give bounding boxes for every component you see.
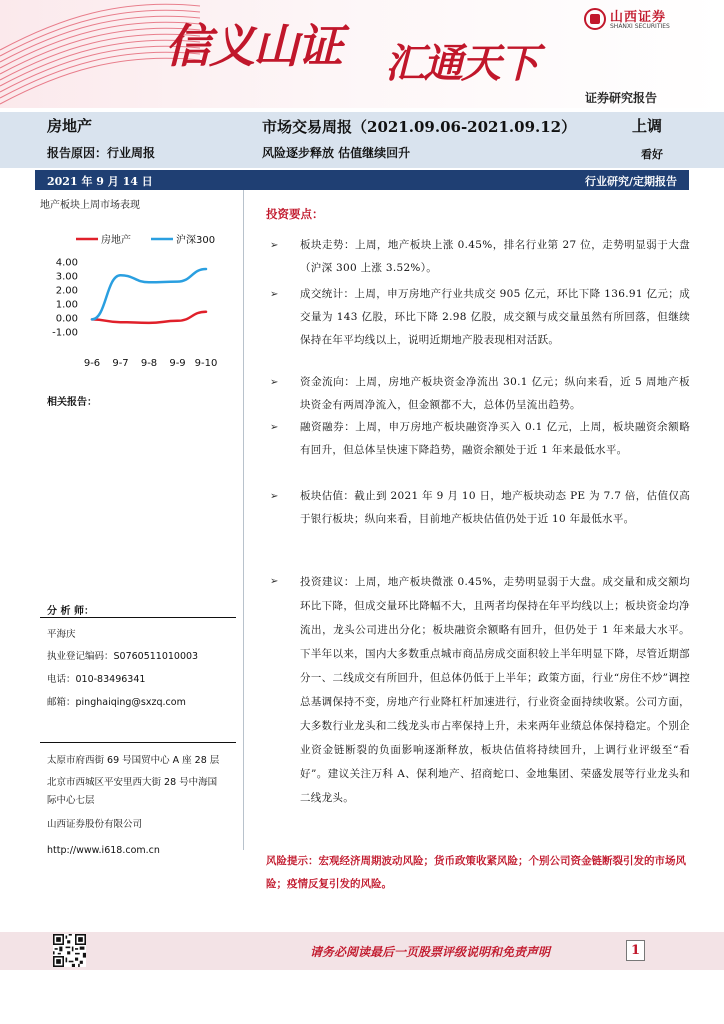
bullet-fund-flow	[270, 371, 690, 417]
y-tick-label: 2.00	[55, 285, 78, 297]
slogan-primary: 信义山证	[165, 19, 341, 73]
related-reports-label: 相关报告：	[47, 397, 97, 408]
y-tick-label: -1.00	[52, 327, 78, 339]
report-type: 行业研究/定期报告	[584, 175, 677, 188]
bullet-trend	[270, 234, 690, 280]
logo-text-cn: 山西证券	[610, 10, 667, 25]
report-date: 2021 年 9 月 14 日	[47, 175, 153, 188]
investment-heading: 投资要点：	[266, 207, 324, 221]
slogan-secondary: 汇通天下	[385, 40, 537, 87]
risk-label: 风险提示：	[266, 855, 319, 867]
bullet-arrow-icon: ➢	[270, 491, 279, 502]
series-line	[92, 269, 206, 319]
address-line: 太原市府西街 69 号国贸中心 A 座 28 层	[47, 755, 220, 766]
bullet-text: 融资融券：上周，申万房地产板块融资净买入 0.1 亿元，上周，板块融资余额略有回升，但总体呈快速下降趋势，融资余额处于近 1 年来最低水平。	[300, 421, 690, 456]
bullet-arrow-icon: ➢	[270, 422, 279, 433]
analyst-email[interactable]: 邮箱：pinghaiqing@sxzq.com	[47, 697, 186, 708]
bullet-arrow-icon: ➢	[270, 377, 279, 388]
company-website-link[interactable]: http://www.i618.com.cn	[47, 845, 160, 856]
page-number: 1	[626, 940, 645, 961]
date-band	[35, 170, 689, 190]
company-logo	[584, 6, 714, 36]
column-divider	[243, 190, 244, 850]
bullet-text: 成交统计：上周，申万房地产行业共成交 905 亿元，环比下降 136.91 亿元；成交量为 143 亿股，环比下降 2.98 亿股，成交额与成交量虽然有所回落，但继续保持在年平均线以上，说明近期地产股表现相对活跃。	[300, 288, 690, 346]
x-tick-label: 9-8	[140, 358, 158, 369]
analyst-license: 执业登记编码：S0760511010003	[47, 651, 199, 662]
analyst-phone: 电话：010-83496341	[47, 674, 146, 685]
legend-label: 房地产	[101, 235, 131, 246]
bullet-volume	[270, 283, 690, 352]
y-tick-label: 3.00	[55, 271, 78, 283]
header-banner	[0, 0, 724, 112]
risk-warning	[266, 850, 696, 896]
bullet-text: 板块走势：上周，地产板块上涨 0.45%，排名行业第 27 位，走势明显弱于大盘（沪深 300 上涨 3.52%）。	[300, 239, 690, 274]
logo-text-en: SHANXI SECURITIES	[610, 23, 670, 30]
x-tick-label: 9-6	[83, 358, 101, 369]
bullet-arrow-icon: ➢	[270, 289, 279, 300]
address-divider	[40, 742, 236, 743]
bullet-text: 板块估值：截止到 2021 年 9 月 10 日，地产板块动态 PE 为 7.7 倍，估值仅高于银行板块；纵向来看，目前地产板块估值仍处于近 10 年最低水平。	[300, 490, 690, 525]
x-tick-label: 9-7	[112, 358, 129, 369]
report-title: 市场交易周报（2021.09.06-2021.09.12）	[262, 118, 577, 136]
rating-value: 看好	[641, 148, 663, 161]
analyst-divider	[40, 617, 236, 618]
bullet-arrow-icon: ➢	[270, 576, 279, 587]
address-line: 北京市西城区平安里西大街 28 号中海国	[47, 777, 218, 788]
legend-label: 沪深300	[176, 235, 216, 246]
analyst-heading: 分 析 师：	[47, 606, 94, 617]
bullet-valuation	[270, 485, 690, 531]
chart-title: 地产板块上周市场表现	[40, 200, 140, 211]
bullet-text: 资金流向：上周，房地产板块资金净流出 30.1 亿元；纵向来看，近 5 周地产板块资金有两周净流入，但金额都不大，总体仍呈流出趋势。	[300, 376, 690, 411]
logo-mark-icon	[584, 8, 606, 30]
qr-code-icon[interactable]	[53, 934, 86, 967]
disclaimer-note: 请务必阅读最后一页股票评级说明和免责声明	[310, 945, 551, 959]
address-line: 际中心七层	[47, 795, 95, 806]
series-line	[92, 312, 206, 323]
y-tick-label: 1.00	[55, 299, 78, 311]
y-tick-label: 0.00	[55, 313, 78, 325]
sector-name: 房地产	[47, 117, 93, 135]
market-performance-chart	[36, 222, 226, 372]
bullet-margin	[270, 416, 690, 462]
y-tick-label: 4.00	[55, 257, 78, 269]
bullet-arrow-icon: ➢	[270, 240, 279, 251]
report-tag: 证券研究报告	[585, 91, 658, 105]
x-tick-label: 9-9	[169, 358, 186, 369]
bullet-text: 投资建议：上周，地产板块微涨 0.45%，走势明显弱于大盘。成交量和成交额均环比下降，但成交量环比降幅不大，且两者均保持在年平均线以上；板块资金均净流出，龙头公司进出分化；板块融资余额略有回升，但仍处于 1 年来最大水平。下半年以来，国内大多数重点城市商品房成交面积较上半年明显下降，尽管近期部分一、二线成交有所回升，但总体仍低于上半年；政策方面，行业“房住不炒”调控总基调保持不变，房地产行业降杠杆加速进行，行业资金面持续收紧。公司方面，大多数行业龙头和二线龙头市占率保持上升，未来两年业绩总体保持稳定。个别企业资金链断裂的负面影响逐渐释放，板块估值将持续回升，上调行业评级至“看好”。建议关注万科 A、保利地产、招商蛇口、金地集团、荣盛发展等行业龙头和二线龙头。	[300, 576, 690, 804]
rating-change: 上调	[632, 117, 663, 135]
company-name: 山西证券股份有限公司	[47, 819, 143, 830]
report-subtitle: 风险逐步释放 估值继续回升	[262, 146, 411, 160]
risk-text: 宏观经济周期波动风险；货币政策收紧风险；个别公司资金链断裂引发的市场风险；疫情反复引发的风险。	[266, 855, 686, 890]
analyst-name: 平海庆	[47, 629, 76, 640]
report-reason: 报告原因：行业周报	[47, 146, 156, 160]
bullet-recommendation	[270, 570, 690, 810]
x-tick-label: 9-10	[194, 358, 218, 369]
